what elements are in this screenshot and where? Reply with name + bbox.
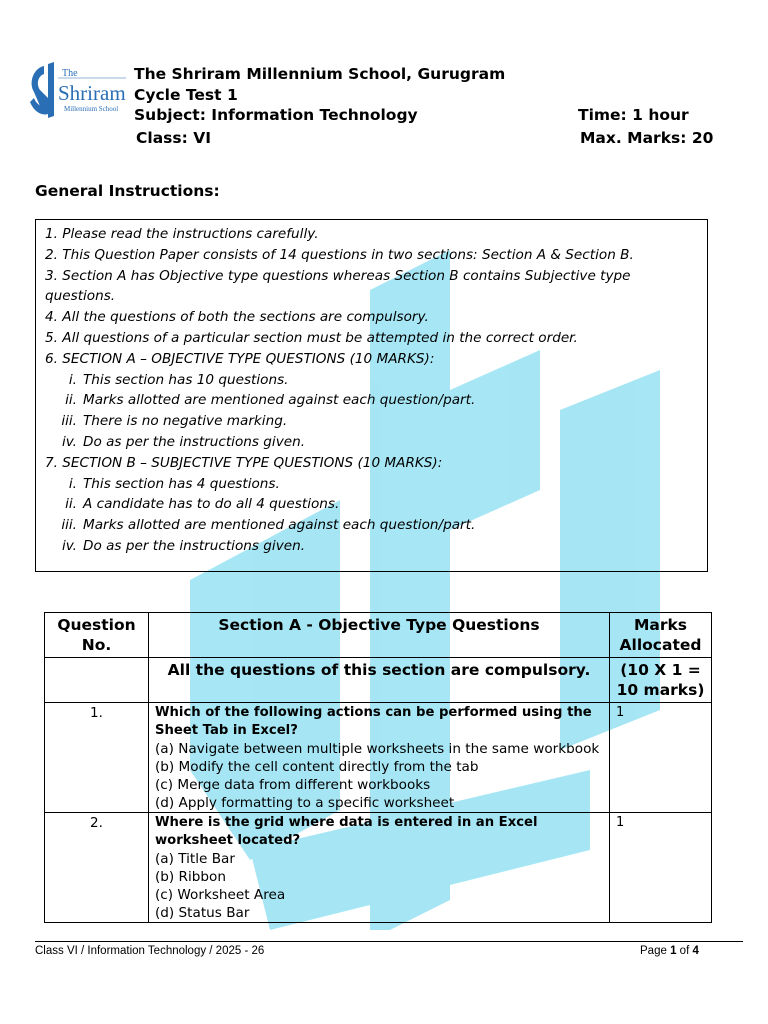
compulsory-note: All the questions of this section are compulsory.	[149, 658, 610, 703]
instruction-item: 3. Section A has Objective type questions whereas Section B contains Subjective type questions.	[45, 267, 631, 305]
question-no-header: Question No.	[45, 613, 149, 658]
section-a-rule: iii. There is no negative marking.	[61, 413, 288, 430]
question-option: (c) Worksheet Area	[155, 887, 286, 903]
footer-divider	[35, 941, 743, 942]
instruction-item: 4. All the questions of both the sections are compulsory.	[45, 309, 429, 326]
instructions-box	[35, 219, 708, 572]
instruction-item: 6. SECTION A – OBJECTIVE TYPE QUESTIONS (10 MARKS):	[45, 350, 435, 367]
question-option: (d) Status Bar	[155, 905, 250, 921]
section-a-rule: ii. Marks allotted are mentioned against each question/part.	[65, 392, 476, 409]
table-header-row	[45, 613, 712, 658]
question-marks: 1	[610, 703, 712, 813]
footer-course-label: Class VI / Information Technology / 2025 - 26	[35, 945, 265, 957]
instruction-item: 2. This Question Paper consists of 14 questions in two sections: Section A & Section B.	[45, 246, 634, 263]
svg-text:The: The	[62, 68, 78, 79]
school-name: The Shriram Millennium School, Gurugram	[134, 65, 506, 83]
instruction-item: 1. Please read the instructions carefully.	[45, 226, 319, 242]
shriram-logo-mark-icon	[28, 62, 126, 120]
instruction-item: 5. All questions of a particular section must be attempted in the correct order.	[45, 329, 578, 346]
instruction-item: 7. SECTION B – SUBJECTIVE TYPE QUESTIONS (10 MARKS):	[45, 454, 443, 471]
test-name: Cycle Test 1	[134, 86, 238, 104]
subject-label: Subject: Information Technology	[134, 106, 418, 124]
section-b-rule: i. This section has 4 questions.	[68, 475, 280, 492]
question-option: (a) Title Bar	[155, 851, 235, 867]
max-marks-label: Max. Marks: 20	[580, 129, 714, 147]
question-option: (c) Merge data from different workbooks	[155, 777, 431, 793]
marks-note: (10 X 1 = 10 marks)	[610, 658, 712, 703]
question-stem: Which of the following actions can be performed using the Sheet Tab in Excel?	[155, 705, 592, 738]
question-table	[44, 612, 712, 923]
class-label: Class: VI	[136, 129, 211, 147]
question-option: (b) Ribbon	[155, 869, 226, 885]
section-b-rule: iii. Marks allotted are mentioned against each question/part.	[61, 517, 476, 534]
page-indicator: Page 1 of 4	[640, 945, 699, 957]
marks-allocated-header: Marks Allocated	[610, 613, 712, 658]
section-a-rule: i. This section has 10 questions.	[68, 371, 289, 388]
total-pages: 4	[692, 945, 699, 957]
question-option: (d) Apply formatting to a specific worksheet	[155, 795, 455, 811]
question-marks: 1	[610, 813, 712, 923]
question-number: 1.	[45, 703, 149, 813]
school-logo	[28, 62, 126, 120]
question-cell	[149, 813, 610, 923]
question-stem: Where is the grid where data is entered in an Excel worksheet located?	[155, 815, 538, 848]
question-cell	[149, 703, 610, 813]
section-a-header: Section A - Objective Type Questions	[149, 613, 610, 658]
svg-text:Millennium School: Millennium School	[64, 105, 119, 113]
current-page: 1	[670, 945, 677, 957]
table-row	[45, 703, 712, 813]
compulsory-row	[45, 658, 712, 703]
svg-text:Shriram: Shriram	[58, 81, 126, 105]
question-option: (a) Navigate between multiple worksheets in the same workbook	[155, 741, 600, 757]
section-b-rule: iv. Do as per the instructions given.	[61, 537, 306, 554]
section-a-rule: iv. Do as per the instructions given.	[61, 433, 306, 450]
question-option: (b) Modify the cell content directly from the tab	[155, 759, 479, 775]
time-label: Time: 1 hour	[578, 106, 689, 124]
table-row	[45, 813, 712, 923]
general-instructions-title: General Instructions:	[35, 182, 220, 200]
question-number: 2.	[45, 813, 149, 923]
section-b-rule: ii. A candidate has to do all 4 questions.	[65, 496, 340, 513]
